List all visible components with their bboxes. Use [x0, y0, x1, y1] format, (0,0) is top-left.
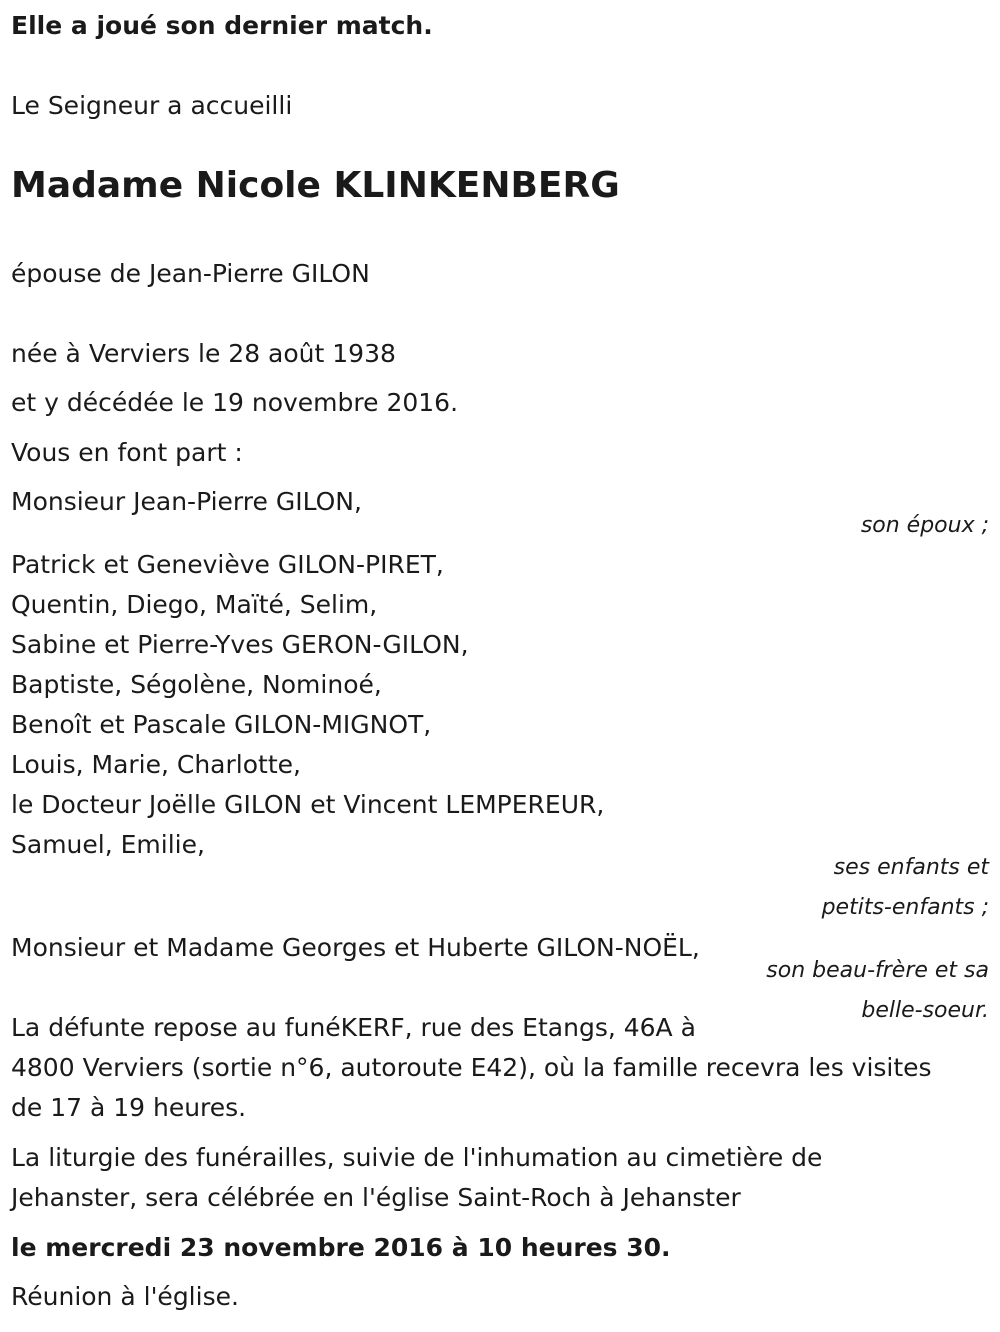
in-laws-relation: son beau-frère et sa [766, 958, 989, 983]
announcers-intro: Vous en font part : [11, 438, 243, 467]
repose-line: de 17 à 19 heures. [11, 1093, 247, 1122]
repose-line: La défunte repose au funéKERF, rue des Etangs, 46A à [11, 1013, 696, 1042]
children-relation: ses enfants et [833, 855, 989, 880]
family-line: Quentin, Diego, Maïté, Selim, [11, 590, 378, 619]
family-line: le Docteur Joëlle GILON et Vincent LEMPEREUR, [11, 790, 605, 819]
liturgy-line: La liturgie des funérailles, suivie de l'inhumation au cimetière de [11, 1143, 823, 1172]
spouse-line: épouse de Jean-Pierre GILON [11, 259, 370, 288]
death-line: et y décédée le 19 novembre 2016. [11, 388, 459, 417]
family-line: Patrick et Geneviève GILON-PIRET, [11, 550, 444, 579]
deceased-name: Madame Nicole KLINKENBERG [11, 165, 620, 206]
spouse-relation: son époux ; [860, 513, 989, 538]
liturgy-line: Jehanster, sera célébrée en l'église Saint-Roch à Jehanster [11, 1183, 741, 1212]
birth-line: née à Verviers le 28 août 1938 [11, 339, 396, 368]
in-laws-name: Monsieur et Madame Georges et Huberte GILON-NOËL, [11, 933, 700, 962]
family-line: Samuel, Emilie, [11, 830, 205, 859]
ceremony-date: le mercredi 23 novembre 2016 à 10 heures 30. [11, 1233, 671, 1262]
children-relation: petits-enfants ; [821, 895, 989, 920]
family-line: Louis, Marie, Charlotte, [11, 750, 301, 779]
repose-line: 4800 Verviers (sortie n°6, autoroute E42), où la famille recevra les visites [11, 1053, 932, 1082]
tagline: Elle a joué son dernier match. [11, 11, 433, 40]
family-line: Baptiste, Ségolène, Nominoé, [11, 670, 382, 699]
family-line: Sabine et Pierre-Yves GERON-GILON, [11, 630, 469, 659]
meeting-note: Réunion à l'église. [11, 1282, 239, 1311]
spouse-name: Monsieur Jean-Pierre GILON, [11, 487, 362, 516]
intro-line: Le Seigneur a accueilli [11, 91, 293, 120]
in-laws-relation: belle-soeur. [861, 998, 989, 1023]
family-line: Benoît et Pascale GILON-MIGNOT, [11, 710, 432, 739]
